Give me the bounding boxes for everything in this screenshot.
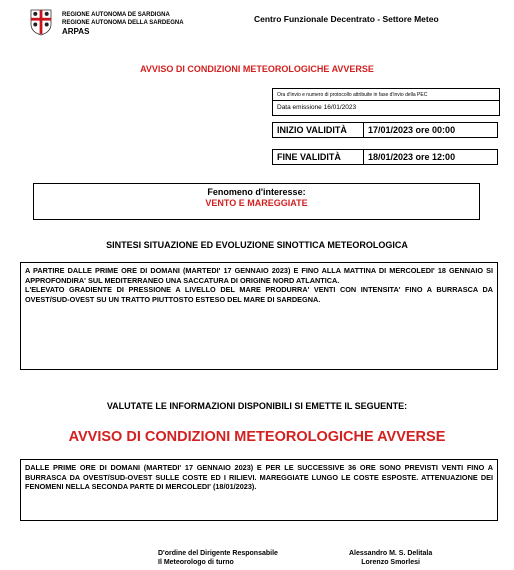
synopsis-paragraph-1: A PARTIRE DALLE PRIME ORE DI DOMANI (MARTEDI' 17 GENNAIO 2023) E FINO ALLA MATTINA DI MERCOLEDI' 18 GENNAIO SI APPROFONDIRA' SUL MEDITERRANEO UNA SACCATURA DI ORIGINE NORD ATLANTICA. [25, 266, 493, 285]
phenomenon-box [33, 183, 480, 220]
synopsis-paragraph-2: L'ELEVATO GRADIENTE DI PRESSIONE A LIVELLO DEL MARE PRODURRA' VENTI CON INTENSITA' FINO A BURRASCA DA OVEST/SUD-OVEST SU UN TRATTO PIUTTOSTO ESTESO DEL MARE DI SARDEGNA. [25, 285, 493, 304]
emission-date: Data emissione 16/01/2023 [277, 104, 357, 111]
signature-left-line-2: Il Meteorologo di turno [158, 559, 234, 566]
document-title: AVVISO DI CONDIZIONI METEOROLOGICHE AVVERSE [140, 64, 374, 74]
protocol-note: Ora d'invio e numero di protocollo attribuite in fase d'invio della PEC [273, 89, 499, 101]
validity-start-value: 17/01/2023 ore 00:00 [364, 123, 498, 138]
evaluation-heading: VALUTATE LE INFORMAZIONI DISPONIBILI SI EMETTE IL SEGUENTE: [106, 401, 408, 411]
warning-box [20, 459, 498, 521]
signature-left-line-1: D'ordine del Dirigente Responsabile [158, 550, 278, 557]
phenomenon-label: Fenomeno d'interesse: [207, 187, 306, 197]
org-line-1: REGIONE AUTONOMA DE SARDIGNA [62, 12, 170, 18]
validity-end-row [273, 150, 498, 165]
organization-name [62, 11, 184, 37]
phenomenon-value: VENTO E MAREGGIATE [205, 198, 308, 208]
org-line-3: ARPAS [62, 27, 90, 36]
validity-end-label: FINE VALIDITÀ [273, 150, 364, 165]
warning-body: DALLE PRIME ORE DI DOMANI (MARTEDI' 17 GENNAIO 2023) E PER LE SUCCESSIVE 36 ORE SONO PREVISTI VENTI FINO A BURRASCA DA OVEST/SUD-OVEST SULLE COSTE ED I RILIEVI. MAREGGIATE LUNGO LE COSTE ESPOSTE. ATTENUAZIONE DEI FENOMENI NELLA SECONDA PARTE DI MERCOLEDI' (18/01/2023). [25, 463, 493, 492]
center-name: Centro Funzionale Decentrato - Settore Meteo [254, 14, 439, 24]
validity-table [272, 122, 498, 165]
synopsis-box [20, 262, 498, 370]
org-line-2: REGIONE AUTONOMA DELLA SARDEGNA [62, 20, 184, 26]
validity-start-label: INIZIO VALIDITÀ [273, 123, 364, 138]
signature-right-line-2: Lorenzo Smorlesi [361, 559, 420, 566]
validity-start-row [273, 123, 498, 138]
signature-left [158, 549, 278, 567]
warning-title: AVVISO DI CONDIZIONI METEOROLOGICHE AVVERSE [68, 429, 446, 445]
protocol-info-box [272, 88, 500, 116]
sardinia-four-moors-crest-icon [30, 9, 52, 36]
signature-right-line-1: Alessandro M. S. Delitala [349, 550, 433, 557]
signature-right [349, 549, 432, 567]
synopsis-heading: SINTESI SITUAZIONE ED EVOLUZIONE SINOTTICA METEOROLOGICA [106, 240, 408, 250]
validity-end-value: 18/01/2023 ore 12:00 [364, 150, 498, 165]
